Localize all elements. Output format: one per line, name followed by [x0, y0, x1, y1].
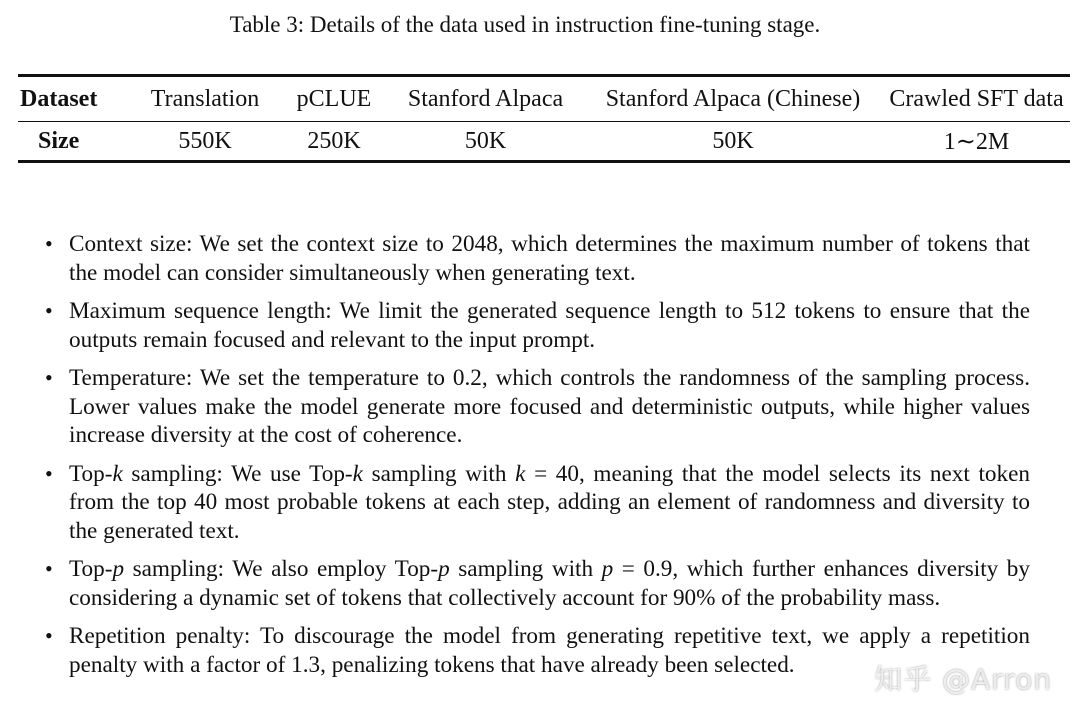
- math-symbol-k: k: [112, 460, 123, 487]
- row-label-size: Size: [38, 127, 80, 154]
- size-crawled-sft: 1∼2M: [943, 128, 1010, 155]
- list-item-context-size: • Context size: We set the context size to 2048, which determines the maximum number of tokens that the model can consider simultaneously when generating text.: [0, 230, 1030, 287]
- header-dataset: Dataset: [18, 76, 130, 122]
- list-item-max-seq-length: • Maximum sequence length: We limit the generated sequence length to 512 tokens to ensure that the outputs remain focused and relevant to the input prompt.: [0, 297, 1030, 354]
- dataset-table: [18, 74, 1070, 163]
- math-symbol-k: k: [515, 460, 526, 487]
- list-item-temperature: • Temperature: We set the temperature to 0.2, which controls the randomness of the sampling process. Lower values make the model generate more focused and deterministic outputs, while higher values increase diversity at the cost of coherence.: [0, 364, 1030, 450]
- hyperparameter-list: [0, 230, 1080, 689]
- size-pclue: 250K: [307, 127, 361, 154]
- math-symbol-p: p: [112, 556, 125, 582]
- text-segment: sampling: We also employ Top-: [124, 556, 439, 582]
- header-stanford-alpaca: Stanford Alpaca: [388, 76, 583, 122]
- table-header-row: [18, 76, 1070, 122]
- math-symbol-p: p: [601, 556, 614, 582]
- text-segment: sampling with: [362, 460, 516, 487]
- header-stanford-alpaca-chinese: Stanford Alpaca (Chinese): [583, 76, 883, 122]
- text-segment: sampling with: [449, 556, 602, 582]
- table-caption: Table 3: Details of the data used in instruction fine-tuning stage.: [229, 12, 821, 37]
- header-crawled-sft: Crawled SFT data: [883, 76, 1070, 122]
- text-segment: Top-: [69, 556, 113, 582]
- list-item-top-p: [0, 555, 1030, 612]
- list-item-top-k: [0, 460, 1030, 546]
- math-symbol-k: k: [352, 460, 363, 487]
- header-pclue: pCLUE: [280, 76, 388, 122]
- text-segment: sampling: We use Top-: [122, 460, 353, 487]
- math-symbol-p: p: [438, 556, 450, 582]
- size-stanford-alpaca-chinese: 50K: [712, 127, 754, 154]
- size-translation: 550K: [178, 127, 232, 154]
- size-stanford-alpaca: 50K: [464, 127, 507, 154]
- watermark: 知乎 @Arron: [874, 663, 1052, 696]
- text-segment: Top-: [69, 460, 113, 487]
- text-segment: = 0.9, which further enhances diversity by considering a dynamic set of tokens that collectively account for 90% of the probability mass.: [69, 556, 1030, 611]
- table-row: [18, 122, 1070, 162]
- header-translation: Translation: [130, 76, 280, 122]
- list-item-repetition-penalty: • Repetition penalty: To discourage the model from generating repetitive text, we apply a repetition penalty with a factor of 1.3, penalizing tokens that have already been selected.: [0, 622, 1030, 679]
- text-segment: = 40, meaning that the model selects its next token from the top 40 most probable tokens at each step, adding an element of randomness and diversity to the generated text.: [69, 460, 1030, 544]
